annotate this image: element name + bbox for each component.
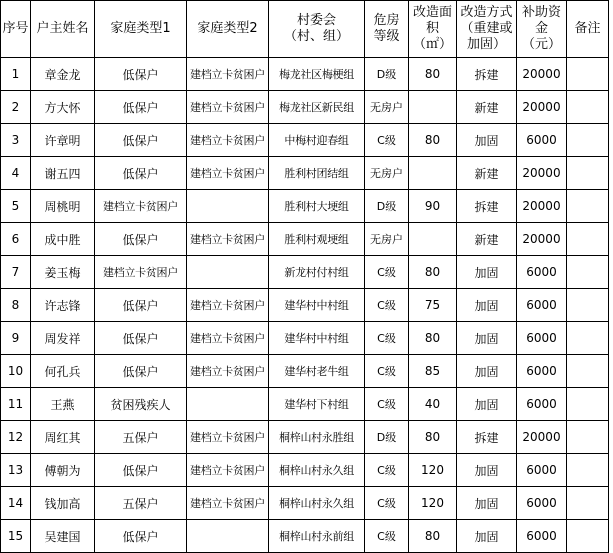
cell-seq: 10 <box>1 355 31 388</box>
cell-type1: 五保户 <box>95 421 187 454</box>
cell-village: 建华村中村组 <box>269 289 365 322</box>
cell-area: 40 <box>409 388 457 421</box>
cell-note <box>567 355 609 388</box>
cell-type2 <box>187 388 269 421</box>
cell-seq: 15 <box>1 520 31 553</box>
cell-level: C级 <box>365 124 409 157</box>
cell-village: 梅龙社区新民组 <box>269 91 365 124</box>
cell-note <box>567 421 609 454</box>
table-row <box>1 190 609 223</box>
cell-level: 无房户 <box>365 223 409 256</box>
cell-name: 周红其 <box>31 421 95 454</box>
cell-name: 傅朝为 <box>31 454 95 487</box>
cell-method: 加固 <box>457 454 517 487</box>
table-row <box>1 124 609 157</box>
cell-village: 胜利村大埂组 <box>269 190 365 223</box>
cell-area: 80 <box>409 256 457 289</box>
cell-name: 许志锋 <box>31 289 95 322</box>
cell-method: 加固 <box>457 388 517 421</box>
cell-method: 新建 <box>457 157 517 190</box>
cell-method: 拆建 <box>457 58 517 91</box>
cell-area <box>409 223 457 256</box>
cell-seq: 5 <box>1 190 31 223</box>
header-seq: 序号 <box>1 1 31 58</box>
table-row <box>1 355 609 388</box>
table-row <box>1 58 609 91</box>
cell-area: 75 <box>409 289 457 322</box>
table-row <box>1 322 609 355</box>
cell-level: C级 <box>365 289 409 322</box>
cell-name: 周桃明 <box>31 190 95 223</box>
cell-level: C级 <box>365 256 409 289</box>
cell-note <box>567 487 609 520</box>
cell-type2: 建档立卡贫困户 <box>187 58 269 91</box>
cell-level: 无房户 <box>365 91 409 124</box>
cell-name: 方大怀 <box>31 91 95 124</box>
cell-type2: 建档立卡贫困户 <box>187 487 269 520</box>
cell-name: 周发祥 <box>31 322 95 355</box>
cell-seq: 2 <box>1 91 31 124</box>
cell-note <box>567 520 609 553</box>
cell-seq: 9 <box>1 322 31 355</box>
cell-type2 <box>187 256 269 289</box>
cell-type1: 低保户 <box>95 157 187 190</box>
cell-type1: 五保户 <box>95 487 187 520</box>
cell-village: 桐梓山村永胜组 <box>269 421 365 454</box>
cell-seq: 1 <box>1 58 31 91</box>
cell-subsidy: 20000 <box>517 91 567 124</box>
header-type2: 家庭类型2 <box>187 1 269 58</box>
cell-type1: 贫困残疾人 <box>95 388 187 421</box>
table-row <box>1 256 609 289</box>
cell-note <box>567 58 609 91</box>
cell-area: 80 <box>409 58 457 91</box>
cell-area: 90 <box>409 190 457 223</box>
cell-seq: 7 <box>1 256 31 289</box>
cell-name: 何孔兵 <box>31 355 95 388</box>
cell-subsidy: 6000 <box>517 355 567 388</box>
cell-level: D级 <box>365 58 409 91</box>
cell-note <box>567 256 609 289</box>
cell-seq: 14 <box>1 487 31 520</box>
cell-seq: 4 <box>1 157 31 190</box>
cell-note <box>567 322 609 355</box>
cell-type2: 建档立卡贫困户 <box>187 124 269 157</box>
cell-village: 胜利村团结组 <box>269 157 365 190</box>
cell-seq: 11 <box>1 388 31 421</box>
table-row <box>1 157 609 190</box>
header-type1: 家庭类型1 <box>95 1 187 58</box>
cell-village: 建华村老牛组 <box>269 355 365 388</box>
table-body <box>1 58 609 553</box>
cell-level: 无房户 <box>365 157 409 190</box>
cell-area: 120 <box>409 454 457 487</box>
cell-name: 成中胜 <box>31 223 95 256</box>
header-village: 村委会 （村、组） <box>269 1 365 58</box>
cell-subsidy: 20000 <box>517 190 567 223</box>
cell-name: 姜玉梅 <box>31 256 95 289</box>
cell-type2: 建档立卡贫困户 <box>187 421 269 454</box>
cell-name: 王燕 <box>31 388 95 421</box>
cell-note <box>567 157 609 190</box>
cell-subsidy: 6000 <box>517 289 567 322</box>
cell-village: 新龙村付村组 <box>269 256 365 289</box>
cell-method: 新建 <box>457 223 517 256</box>
cell-note <box>567 190 609 223</box>
cell-village: 建华村中村组 <box>269 322 365 355</box>
table-row <box>1 388 609 421</box>
cell-subsidy: 6000 <box>517 520 567 553</box>
cell-village: 建华村下村组 <box>269 388 365 421</box>
cell-type2: 建档立卡贫困户 <box>187 355 269 388</box>
cell-method: 加固 <box>457 487 517 520</box>
cell-type1: 建档立卡贫困户 <box>95 256 187 289</box>
cell-type2: 建档立卡贫困户 <box>187 322 269 355</box>
table-row <box>1 421 609 454</box>
cell-seq: 8 <box>1 289 31 322</box>
cell-level: C级 <box>365 520 409 553</box>
cell-area: 80 <box>409 520 457 553</box>
cell-name: 章金龙 <box>31 58 95 91</box>
cell-method: 加固 <box>457 289 517 322</box>
table-row <box>1 454 609 487</box>
cell-type2: 建档立卡贫困户 <box>187 454 269 487</box>
header-danger-level: 危房 等级 <box>365 1 409 58</box>
cell-type1: 低保户 <box>95 124 187 157</box>
header-method: 改造方式 （重建或 加固） <box>457 1 517 58</box>
header-name: 户主姓名 <box>31 1 95 58</box>
cell-type2: 建档立卡贫困户 <box>187 289 269 322</box>
cell-type2 <box>187 190 269 223</box>
table-row <box>1 289 609 322</box>
table-row <box>1 91 609 124</box>
cell-note <box>567 124 609 157</box>
cell-name: 吴建国 <box>31 520 95 553</box>
cell-type1: 低保户 <box>95 91 187 124</box>
cell-village: 桐梓山村永久组 <box>269 454 365 487</box>
cell-name: 谢五四 <box>31 157 95 190</box>
cell-note <box>567 289 609 322</box>
cell-type2: 建档立卡贫困户 <box>187 223 269 256</box>
cell-method: 加固 <box>457 322 517 355</box>
cell-note <box>567 91 609 124</box>
cell-method: 加固 <box>457 520 517 553</box>
cell-area: 80 <box>409 421 457 454</box>
cell-area <box>409 157 457 190</box>
table-row <box>1 223 609 256</box>
cell-village: 胜利村观埂组 <box>269 223 365 256</box>
cell-seq: 3 <box>1 124 31 157</box>
cell-area: 80 <box>409 322 457 355</box>
cell-subsidy: 20000 <box>517 223 567 256</box>
cell-area: 80 <box>409 124 457 157</box>
cell-level: C级 <box>365 487 409 520</box>
cell-village: 梅龙社区梅梗组 <box>269 58 365 91</box>
cell-type1: 建档立卡贫困户 <box>95 190 187 223</box>
cell-village: 桐梓山村永前组 <box>269 520 365 553</box>
cell-method: 加固 <box>457 256 517 289</box>
cell-level: C级 <box>365 388 409 421</box>
cell-level: D级 <box>365 421 409 454</box>
cell-method: 拆建 <box>457 421 517 454</box>
header-row <box>1 1 609 58</box>
table-row <box>1 520 609 553</box>
cell-level: C级 <box>365 322 409 355</box>
cell-seq: 12 <box>1 421 31 454</box>
cell-type2: 建档立卡贫困户 <box>187 157 269 190</box>
cell-subsidy: 6000 <box>517 454 567 487</box>
header-subsidy: 补助资 金 （元） <box>517 1 567 58</box>
cell-method: 拆建 <box>457 190 517 223</box>
cell-subsidy: 6000 <box>517 487 567 520</box>
cell-subsidy: 6000 <box>517 256 567 289</box>
cell-type1: 低保户 <box>95 58 187 91</box>
header-note: 备注 <box>567 1 609 58</box>
cell-note <box>567 454 609 487</box>
cell-note <box>567 223 609 256</box>
table-row <box>1 487 609 520</box>
cell-subsidy: 20000 <box>517 157 567 190</box>
cell-name: 许章明 <box>31 124 95 157</box>
cell-method: 加固 <box>457 355 517 388</box>
cell-subsidy: 20000 <box>517 421 567 454</box>
header-area: 改造面 积 （㎡） <box>409 1 457 58</box>
cell-name: 钱加高 <box>31 487 95 520</box>
cell-method: 新建 <box>457 91 517 124</box>
cell-type1: 低保户 <box>95 355 187 388</box>
cell-area: 120 <box>409 487 457 520</box>
cell-type1: 低保户 <box>95 223 187 256</box>
cell-level: C级 <box>365 454 409 487</box>
cell-subsidy: 6000 <box>517 124 567 157</box>
cell-subsidy: 20000 <box>517 58 567 91</box>
cell-type2 <box>187 520 269 553</box>
cell-subsidy: 6000 <box>517 388 567 421</box>
cell-method: 加固 <box>457 124 517 157</box>
cell-level: C级 <box>365 355 409 388</box>
cell-area: 85 <box>409 355 457 388</box>
cell-type1: 低保户 <box>95 322 187 355</box>
cell-area <box>409 91 457 124</box>
cell-seq: 13 <box>1 454 31 487</box>
cell-type2: 建档立卡贫困户 <box>187 91 269 124</box>
cell-type1: 低保户 <box>95 289 187 322</box>
cell-seq: 6 <box>1 223 31 256</box>
cell-type1: 低保户 <box>95 454 187 487</box>
cell-note <box>567 388 609 421</box>
cell-level: D级 <box>365 190 409 223</box>
cell-village: 桐梓山村永久组 <box>269 487 365 520</box>
cell-subsidy: 6000 <box>517 322 567 355</box>
cell-type1: 低保户 <box>95 520 187 553</box>
cell-village: 中梅村迎春组 <box>269 124 365 157</box>
